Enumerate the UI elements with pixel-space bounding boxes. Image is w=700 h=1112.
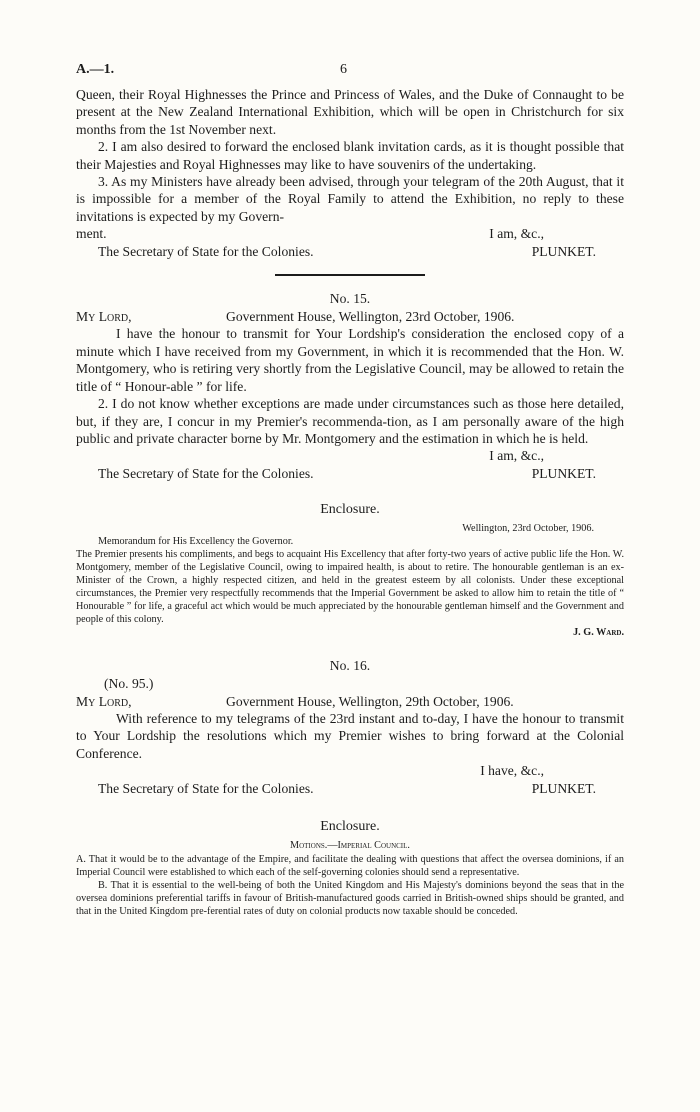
closing: I am, &c., bbox=[489, 448, 544, 464]
salutation: My Lord, bbox=[76, 309, 132, 325]
letter-heading: No. 16. bbox=[329, 658, 371, 674]
memo-heading: Memorandum for His Excellency the Governor. bbox=[98, 536, 294, 548]
signature: PLUNKET. bbox=[531, 465, 596, 481]
signature: J. G. Ward. bbox=[573, 627, 624, 639]
addressee: The Secretary of State for the Colonies. bbox=[98, 780, 314, 796]
signature-line bbox=[76, 465, 624, 482]
salutation-line bbox=[76, 308, 624, 325]
place-date: Wellington, 23rd October, 1906. bbox=[462, 523, 594, 535]
letter-no-16 bbox=[76, 657, 624, 797]
document-reference: A.—1. bbox=[76, 62, 115, 77]
enclosure-title: Enclosure. bbox=[320, 502, 380, 518]
motion-a: A. That it would be to the advantage of the Empire, and facilitate the dealing with questions that affect the oversea dominions, if an Imperial Council were established to which each of the self-governing colonies should send a representative. bbox=[76, 853, 624, 878]
paragraph: 2. I do not know whether exceptions are made under circumstances such as those here detailed, but, if they are, I concur in my Premier's recommenda-tion, as I am personally aware of the high public and private character borne by Mr. Montgomery and the estimation in which he is held. bbox=[76, 396, 624, 446]
signature-line bbox=[76, 243, 624, 260]
paragraph: Queen, their Royal Highnesses the Prince and Princess of Wales, and the Duke of Connaught to be present at the New Zealand International Exhibition, which will be open in Christchurch for six months from the 1st November next. bbox=[76, 87, 624, 137]
letter-heading: No. 15. bbox=[329, 291, 371, 307]
addressee: The Secretary of State for the Colonies. bbox=[98, 243, 314, 259]
memo-body: The Premier presents his compliments, and begs to acquaint His Excellency that after forty-two years of active public life the Hon. W. Montgomery, member of the Legislative Council, owing to impaired health, is about to retire. The honourable gentleman is an ex-Minister of the Crown, a highly respected citizen, and held in the greatest esteem by all colonists. Under these exceptional circumstances, the Premier very respectfully recommends that the Imperial Government be asked to allow him to retain the title of “ Honourable ” for life, a graceful act which would be much appreciated by the honourable gentleman himself and the Government and people of this colony. bbox=[76, 549, 624, 626]
section-divider bbox=[275, 274, 425, 276]
page-header bbox=[76, 58, 624, 86]
paragraph: With reference to my telegrams of the 23rd instant and to-day, I have the honour to transmit to Your Lordship the resolutions which my Premier wishes to bring forward at the Colonial Conference. bbox=[76, 710, 624, 761]
motion-b: B. That it is essential to the well-being of both the United Kingdom and His Majesty's dominions beyond the seas that in the oversea dominions preferential tariffs in favour of British-manufactured goods carried in British-owned ships should be granted, and that in the United Kingdom pre-ferential rates of duty on colonial products now taxable should be conceded. bbox=[76, 879, 624, 917]
letter-no-15 bbox=[76, 290, 624, 482]
reference-number: (No. 95.) bbox=[104, 676, 154, 692]
enclosure-title: Enclosure. bbox=[320, 818, 380, 834]
place-date: Government House, Wellington, 29th October, 1906. bbox=[226, 693, 514, 709]
motions-heading: Motions.—Imperial Council. bbox=[290, 839, 410, 851]
closing-line: ment. I am, &c., bbox=[76, 226, 544, 242]
salutation: My Lord, bbox=[76, 693, 132, 709]
paragraph: 3. As my Ministers have already been advised, through your telegram of the 20th August, that it is impossible for a member of the Royal Family to attend the Exhibition, no reply to these invitations is expected by my Govern- bbox=[76, 174, 624, 224]
page-number: 6 bbox=[340, 62, 347, 77]
signature: PLUNKET. bbox=[531, 243, 596, 259]
addressee: The Secretary of State for the Colonies. bbox=[98, 465, 314, 481]
closing: I have, &c., bbox=[480, 763, 544, 779]
paragraph: I have the honour to transmit for Your Lordship's consideration the enclosed copy of a minute which I have received from my Government, in which it is recommended that the Hon. W. Montgomery, who is retiring very shortly from the Legislative Council, may be allowed to retain the title of “ Honour-able ” for life. bbox=[76, 326, 624, 394]
enclosure-1 bbox=[76, 502, 624, 639]
letter-continuation bbox=[76, 86, 624, 260]
signature-line bbox=[76, 780, 624, 797]
document-page bbox=[76, 58, 624, 918]
paragraph: 2. I am also desired to forward the enclosed blank invitation cards, as it is thought possible that their Majesties and Royal Highnesses may like to have souvenirs of the undertaking. bbox=[76, 139, 624, 172]
signature: PLUNKET. bbox=[531, 780, 596, 796]
enclosure-2 bbox=[76, 819, 624, 918]
salutation-line bbox=[76, 693, 624, 710]
place-date: Government House, Wellington, 23rd October, 1906. bbox=[226, 309, 515, 325]
